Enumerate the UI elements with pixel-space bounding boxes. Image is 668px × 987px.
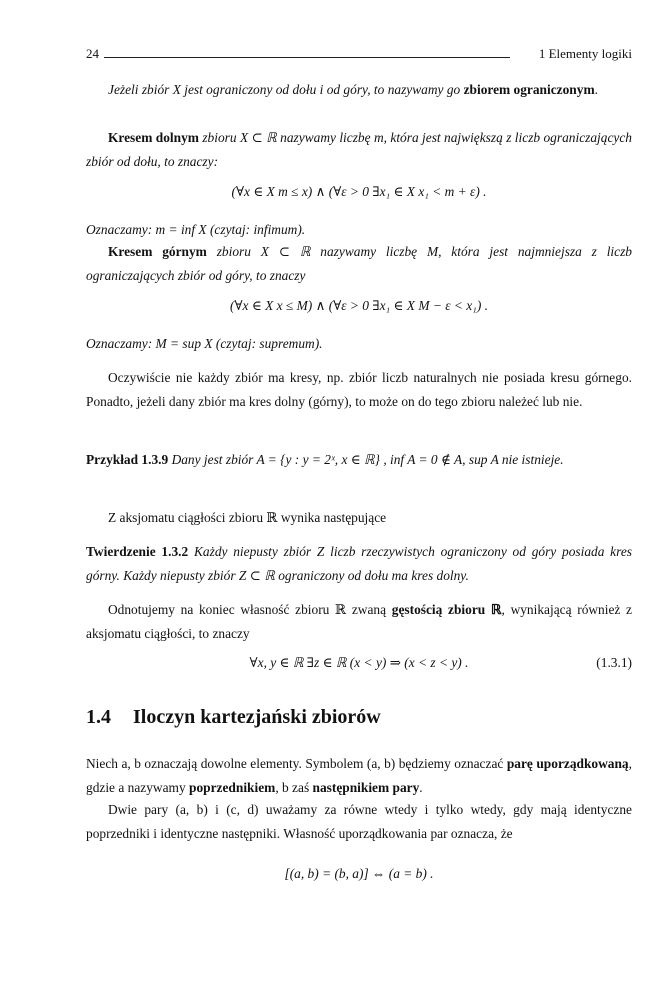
- term-infimum: Kresem dolnym: [108, 130, 199, 145]
- period: .: [419, 780, 423, 795]
- running-title: 1 Elementy logiki: [538, 46, 632, 61]
- page-header: [86, 46, 632, 66]
- notation-infimum: Oznaczamy: m = inf X (czytaj: infimum).: [86, 222, 306, 237]
- formula-density-text: ∀x, y ∈ ℝ ∃z ∈ ℝ (x < y) ⇒ (x < z < y) .: [249, 655, 469, 670]
- period: .: [594, 82, 598, 97]
- term-density: gęstością zbioru ℝ: [391, 602, 502, 617]
- formula-infimum: (∀x ∈ X m ≤ x) ∧ (∀ε > 0 ∃x₁ ∈ X x₁ < m + ε) .: [231, 184, 487, 199]
- paragraph-text: Oczywiście nie każdy zbiór ma kresy, np. zbiór liczb naturalnych nie posiada kresu górnego. Ponadto, jeżeli dany zbiór ma kres dolny (górny), to może on do tego zbioru należeć lub nie.: [86, 370, 632, 409]
- theorem-label: Twierdzenie 1.3.2: [86, 544, 189, 559]
- example-label: Przykład 1.3.9: [86, 452, 169, 467]
- page-number: 24: [86, 46, 99, 61]
- example-text: Dany jest zbiór A = {y : y = 2ˣ, x ∈ ℝ} , inf A = 0 ∉ A, sup A nie istnieje.: [171, 452, 564, 467]
- paragraph-text: Odnotujemy na koniec własność zbioru ℝ zwaną: [108, 602, 387, 617]
- paragraph-text: Z aksjomatu ciągłości zbioru ℝ wynika następujące: [108, 510, 387, 525]
- paragraph-ordered-pair: [86, 752, 632, 800]
- paragraph-text: Dwie pary (a, b) i (c, d) uważamy za równe wtedy i tylko wtedy, gdy mają identyczne poprzedniki i identyczne następniki. Własność uporządkowania par oznacza, że: [86, 802, 632, 841]
- term-ordered-pair: parę uporządkowaną: [506, 756, 629, 771]
- notation-supremum: Oznaczamy: M = sup X (czytaj: supremum).: [86, 336, 323, 351]
- section-heading: [86, 706, 381, 729]
- definition-text: Jeżeli zbiór X jest ograniczony od dołu i od góry, to nazywamy go: [108, 82, 461, 97]
- definition-infimum: [86, 126, 632, 174]
- paragraph-text: Niech a, b oznaczają dowolne elementy. Symbolem (a, b) będziemy oznaczać: [86, 756, 504, 771]
- definition-supremum: [86, 240, 632, 288]
- term-predecessor: poprzednikiem: [189, 780, 276, 795]
- definition-text: zbioru X ⊂ ℝ nazywamy liczbę m, która jest największą z liczb ograniczających zbiór od dołu, to znaczy:: [86, 130, 632, 169]
- paragraph-pair-equality: [86, 798, 632, 846]
- header-rule: [104, 57, 510, 58]
- example-1-3-9: [86, 448, 632, 472]
- formula-supremum: (∀x ∈ X x ≤ M) ∧ (∀ε > 0 ∃x₁ ∈ X M − ε < x₁) .: [230, 298, 488, 313]
- formula-pair-order: [(a, b) = (b, a)] ⇔ (a = b) .: [284, 866, 434, 881]
- section-number: 1.4: [86, 706, 111, 728]
- section-title: Iloczyn kartezjański zbiorów: [133, 706, 381, 728]
- paragraph-text: , b zaś: [275, 780, 310, 795]
- term-supremum: Kresem górnym: [108, 244, 207, 259]
- paragraph-axiom: [86, 506, 632, 530]
- formula-density: [86, 655, 632, 671]
- definition-bounded-set: [86, 78, 632, 102]
- paragraph-bounds-remark: [86, 366, 632, 414]
- definition-text: zbioru X ⊂ ℝ nazywamy liczbę M, która jest najmniejsza z liczb ograniczających zbiór od góry, to znaczy: [86, 244, 632, 283]
- theorem-1-3-2: [86, 540, 632, 588]
- term-successor: następnikiem pary: [312, 780, 420, 795]
- paragraph-text: , gdzie a nazywamy: [86, 756, 632, 795]
- paragraph-text-end: , wynikającą również z aksjomatu ciągłości, to znaczy: [86, 602, 632, 641]
- paragraph-density: [86, 598, 632, 646]
- theorem-text: Każdy niepusty zbiór Z liczb rzeczywistych ograniczony od góry posiada kres górny. Każdy niepusty zbiór Z ⊂ ℝ ograniczony od dołu ma kres dolny.: [86, 544, 632, 583]
- equation-number: (1.3.1): [596, 655, 632, 670]
- term-bounded-set: zbiorem ograniczonym: [463, 82, 595, 97]
